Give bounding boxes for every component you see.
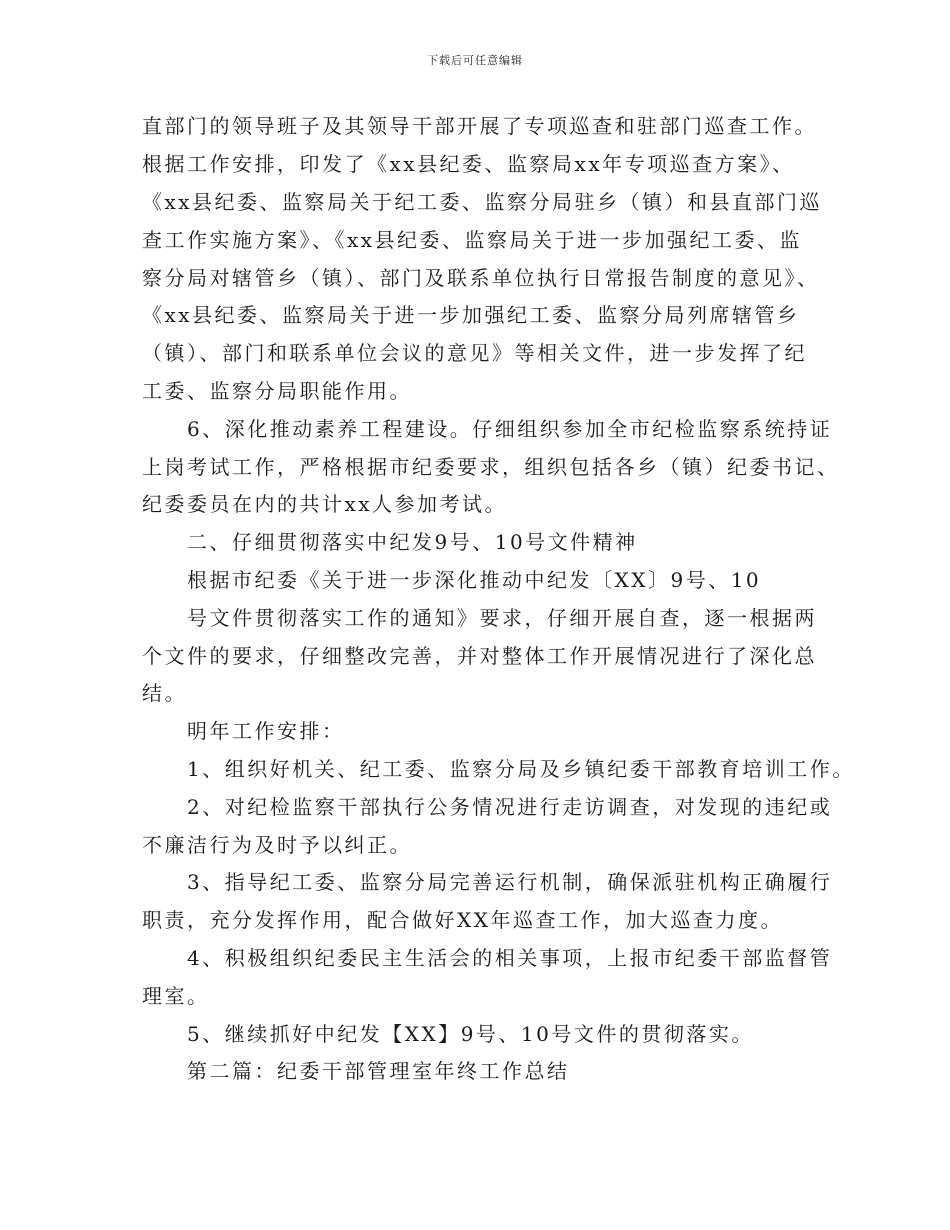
list-item-continued: 职责，充分发挥作用，配合做好XX年巡查工作，加大巡查力度。 xyxy=(142,908,783,932)
list-item: 4、积极组织纪委民主生活会的相关事项，上报市纪委干部监督管 xyxy=(187,946,833,970)
paragraph-line: 直部门的领导班子及其领导干部开展了专项巡查和驻部门巡查工作。 xyxy=(142,114,817,138)
paragraph-line: （镇）、部门和联系单位会议的意见》等相关文件，进一步发挥了纪 xyxy=(142,341,807,365)
paragraph-line: 个文件的要求，仔细整改完善，并对整体工作开展情况进行了深化总 xyxy=(142,644,817,668)
paragraph-line: 根据工作安排，印发了《xx县纪委、监察局xx年专项巡查方案》、 xyxy=(142,152,795,176)
section-heading: 二、仔细贯彻落实中纪发9号、10号文件精神 xyxy=(187,530,638,554)
page-header: 下载后可任意编辑 xyxy=(427,54,523,67)
paragraph-line: 结。 xyxy=(142,681,187,705)
list-item-continued: 不廉洁行为及时予以纠正。 xyxy=(142,833,412,857)
list-item: 1、组织好机关、纪工委、监察分局及乡镇纪委干部教育培训工作。 xyxy=(187,757,855,781)
paragraph-line: 《xx县纪委、监察局关于进一步加强纪工委、监察分局列席辖管乡 xyxy=(142,303,800,327)
paragraph-line: 工委、监察分局职能作用。 xyxy=(142,379,412,403)
paragraph-line: 6、深化推动素养工程建设。仔细组织参加全市纪检监察系统持证 xyxy=(187,417,833,441)
paragraph-line: 查工作实施方案》、《xx县纪委、监察局关于进一步加强纪工委、监 xyxy=(142,228,803,252)
list-item: 5、继续抓好中纪发【XX】9号、10号文件的贯彻落实。 xyxy=(187,1022,754,1046)
paragraph-line: 《xx县纪委、监察局关于纪工委、监察分局驻乡（镇）和县直部门巡 xyxy=(142,190,823,214)
paragraph-line: 号文件贯彻落实工作的通知》要求，仔细开展自查，逐一根据两 xyxy=(187,606,817,630)
paragraph-line: 上岗考试工作，严格根据市纪委要求，组织包括各乡（镇）纪委书记、 xyxy=(142,455,840,479)
list-item-continued: 理室。 xyxy=(142,984,210,1008)
section-heading: 明年工作安排： xyxy=(187,719,345,743)
paragraph-line: 纪委委员在内的共计xx人参加考试。 xyxy=(142,492,508,516)
paragraph-line: 根据市纪委《关于进一步深化推动中纪发〔XX〕9号、10 xyxy=(187,568,762,592)
list-item: 2、对纪检监察干部执行公务情况进行走访调查，对发现的违纪或 xyxy=(187,795,833,819)
list-item: 3、指导纪工委、监察分局完善运行机制，确保派驻机构正确履行 xyxy=(187,870,833,894)
section-heading: 第二篇：纪委干部管理室年终工作总结 xyxy=(187,1059,570,1083)
paragraph-line: 察分局对辖管乡（镇）、部门及联系单位执行日常报告制度的意见》、 xyxy=(142,266,820,290)
